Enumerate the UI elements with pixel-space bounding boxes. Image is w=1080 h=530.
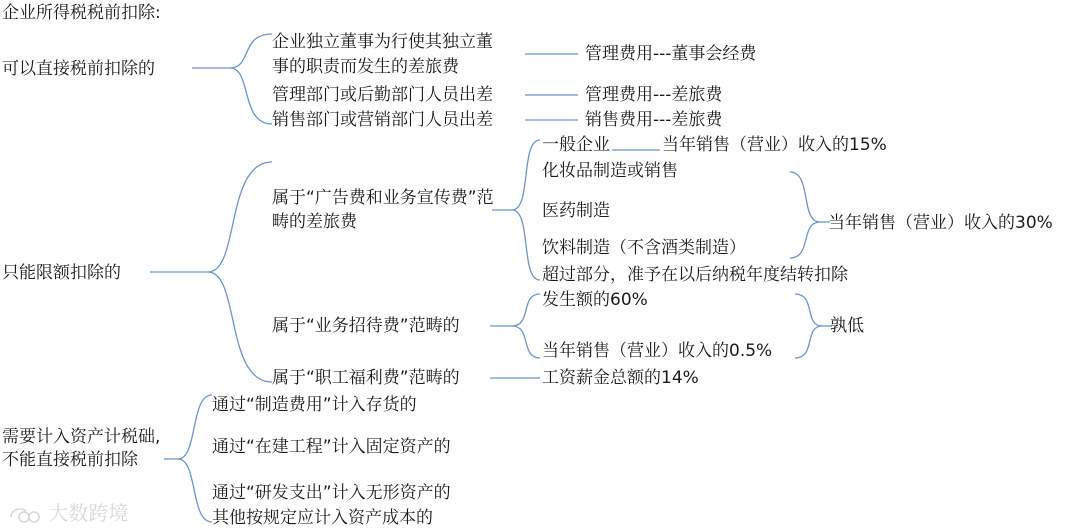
brace-entertainment — [490, 294, 540, 358]
brace-direct — [192, 34, 272, 124]
direct-item-1-line-1: 企业独立董事为行使其独立董 — [272, 32, 493, 52]
capitalized-line-2: 不能直接税前扣除 — [2, 450, 138, 470]
general-limit: 当年销售（营业）收入的15% — [662, 135, 887, 155]
entertainment-option-2: 当年销售（营业）收入的0.5% — [542, 341, 773, 361]
direct-label: 可以直接税前扣除的 — [2, 59, 155, 79]
direct-item-3: 销售部门或营销部门人员出差 — [272, 110, 493, 130]
direct-item-3-result: 销售费用---差旅费 — [585, 110, 723, 130]
welfare-limit: 工资薪金总额的14% — [542, 368, 699, 388]
brace-advertising — [492, 140, 540, 280]
capitalized-item-inventory: 通过“制造费用”计入存货的 — [212, 395, 417, 415]
entertainment-option-1: 发生额的60% — [542, 290, 648, 310]
capitalized-item-fixed-asset: 通过“在建工程”计入固定资产的 — [212, 437, 451, 457]
diagram-title: 企业所得税税前扣除: — [2, 3, 161, 23]
excess-carryforward: 超过部分，准予在以后纳税年度结转扣除 — [542, 265, 848, 285]
special-item-beverage: 饮料制造（不含酒类制造） — [542, 238, 746, 258]
direct-item-2-result: 管理费用---差旅费 — [585, 85, 723, 105]
watermark-logo-icon — [8, 503, 42, 527]
special-item-cosmetics: 化妆品制造或销售 — [542, 161, 678, 181]
limited-label: 只能限额扣除的 — [2, 263, 121, 283]
special-limit: 当年销售（营业）收入的30% — [828, 213, 1053, 233]
entertainment-label: 属于“业务招待费”范畴的 — [272, 316, 460, 336]
entertainment-rule: 孰低 — [830, 316, 864, 336]
advertising-line-2: 畴的差旅费 — [272, 212, 357, 232]
capitalized-item-other: 其他按规定应计入资产成本的 — [212, 508, 433, 528]
special-item-pharma: 医药制造 — [542, 201, 610, 221]
brace-entertainment-right — [795, 294, 832, 358]
brace-limited — [150, 162, 272, 382]
direct-item-1-line-2: 事的职责而发生的差旅费 — [272, 57, 459, 77]
watermark-text: 大数跨境 — [48, 501, 129, 525]
general-enterprise: 一般企业 — [542, 135, 610, 155]
direct-item-2: 管理部门或后勤部门人员出差 — [272, 85, 493, 105]
watermark — [8, 497, 128, 527]
capitalized-item-intangible: 通过“研发支出”计入无形资产的 — [212, 483, 451, 503]
capitalized-line-1: 需要计入资产计税础, — [2, 427, 161, 447]
brace-special — [790, 172, 830, 258]
welfare-label: 属于“职工福利费”范畴的 — [272, 368, 460, 388]
brace-capitalized — [164, 395, 212, 522]
direct-item-1-result: 管理费用---董事会经费 — [585, 44, 757, 64]
advertising-line-1: 属于“广告费和业务宣传费”范 — [272, 188, 494, 208]
